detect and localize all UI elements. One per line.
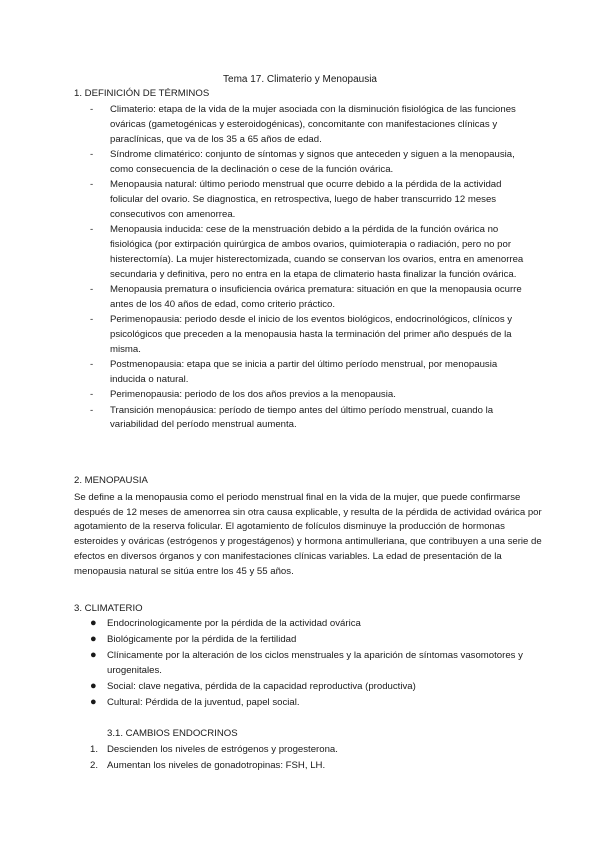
definition-text: Menopausia inducida: cese de la menstruación debido a la pérdida de la función ovárica no fisiológica (por extirpación quirúrgica de ambos ovarios, quimioterapia o radiación, pero no por histerectomía). La mujer histerectomizada, cuando se conservan los ovarios, entra en amenorrea secundaria y definitiva, pero no entra en la etapa de climaterio hasta finalizar la función ovárica. [110,224,524,280]
list-item [90,178,532,223]
definitions-list [90,103,532,434]
list-item [90,388,532,403]
document-title: Tema 17. Climaterio y Menopausia [223,74,377,85]
definition-text: Transición menopáusica: período de tiempo antes del último período menstrual, cuando la variabilidad del período menstrual aumenta. [110,404,494,431]
section-2-heading: 2. MENOPAUSIA [74,475,148,486]
climaterio-list [90,617,527,711]
list-item [90,148,532,178]
list-item [90,617,527,632]
endocrine-changes-list [90,742,527,774]
list-item [90,283,532,313]
item-number: 1. [90,744,99,755]
list-item [90,404,532,434]
bullet-marker: ● [90,679,97,692]
definition-text: Climaterio: etapa de la vida de la mujer asociada con la disminución fisiológica de las funciones ováricas (gametogénicas y esteroidogénicas), concomitante con manifestaciones clínicas y paraclínicas, que va de los 35 a 65 años de edad. [110,104,516,145]
dash-marker: - [90,404,94,416]
definition-text: Menopausia natural: último periodo menstrual que ocurre debido a la pérdida de la actividad folicular del ovario. Se diagnostica, en retrospectiva, luego de haber transcurrido 12 meses consecutivos con amenorrea. [110,179,502,220]
dash-marker: - [90,179,94,191]
bullet-marker: ● [90,695,97,708]
definition-text: Menopausia prematura o insuficiencia ovárica prematura: situación en que la menopausia ocurre antes de los 40 años de edad, como criterio práctico. [110,284,522,310]
list-item [90,358,532,388]
definition-text: Postmenopausia: etapa que se inicia a partir del último período menstrual, por menopausia inducida o natural. [110,359,498,386]
numbered-text: Aumentan los niveles de gonadotropinas: FSH, LH. [107,760,326,771]
list-item [90,679,527,695]
dash-marker: - [90,284,94,296]
section-3-heading: 3. CLIMATERIO [74,603,143,614]
list-item [90,648,527,679]
bullet-text: Cultural: Pérdida de la juventud, papel social. [107,696,300,708]
bullet-text: Social: clave negativa, pérdida de la capacidad reproductiva (productiva) [107,680,416,692]
section-1-heading: 1. DEFINICIÓN DE TÉRMINOS [74,88,210,99]
definition-text: Perimenopausia: periodo desde el inicio de los eventos biológicos, endocrinológicos, clínicos y psicológicos que preceden a la menopausia hasta la terminación del primer año después de la misma. [110,314,513,355]
list-item [90,742,527,758]
bullet-marker: ● [90,617,97,629]
item-number: 2. [90,760,99,771]
list-item [90,313,532,358]
dash-marker: - [90,314,94,326]
definition-text: Síndrome climatérico: conjunto de síntomas y signos que anteceden y siguen a la menopausia, como consecuencia de la declinación o cese de la función ovárica. [110,149,515,175]
list-item [90,632,527,648]
subsection-3-1-heading: 3.1. CAMBIOS ENDOCRINOS [107,728,238,739]
menopausia-paragraph: Se define a la menopausia como el periodo menstrual final en la vida de la mujer, que puede confirmarse después de 12 meses de amenorrea sin otra causa explicable, y resulta de la pérdida de actividad ovárica por agotamiento de la reserva folicular. El agotamiento de folículos disminuye la producción de hormonas esteroides y ováricas (estrógenos y progestágenos) y hormona antimulleriana, que contribuyen a una serie de efectos en diversos órganos y con manifestaciones clínicas variables. La edad de presentación de la menopausia natural se sitúa entre los 45 y 55 años. [74,492,542,577]
bullet-text: Endocrinologicamente por la pérdida de la actividad ovárica [107,618,361,629]
dash-marker: - [90,389,94,401]
numbered-text: Descienden los niveles de estrógenos y progesterona. [107,744,338,755]
bullet-text: Biológicamente por la pérdida de la fertilidad [107,633,297,645]
list-item [90,103,532,148]
dash-marker: - [90,359,94,371]
bullet-text: Clínicamente por la alteración de los ciclos menstruales y la aparición de síntomas vasomotores y urogenitales. [107,649,523,676]
bullet-marker: ● [90,632,97,645]
dash-marker: - [90,104,94,115]
list-item [90,223,532,283]
definition-text: Perimenopausia: periodo de los dos años previos a la menopausia. [110,389,396,401]
dash-marker: - [90,224,94,236]
bullet-marker: ● [90,648,97,661]
dash-marker: - [90,149,94,161]
list-item [90,758,527,774]
list-item [90,695,527,711]
